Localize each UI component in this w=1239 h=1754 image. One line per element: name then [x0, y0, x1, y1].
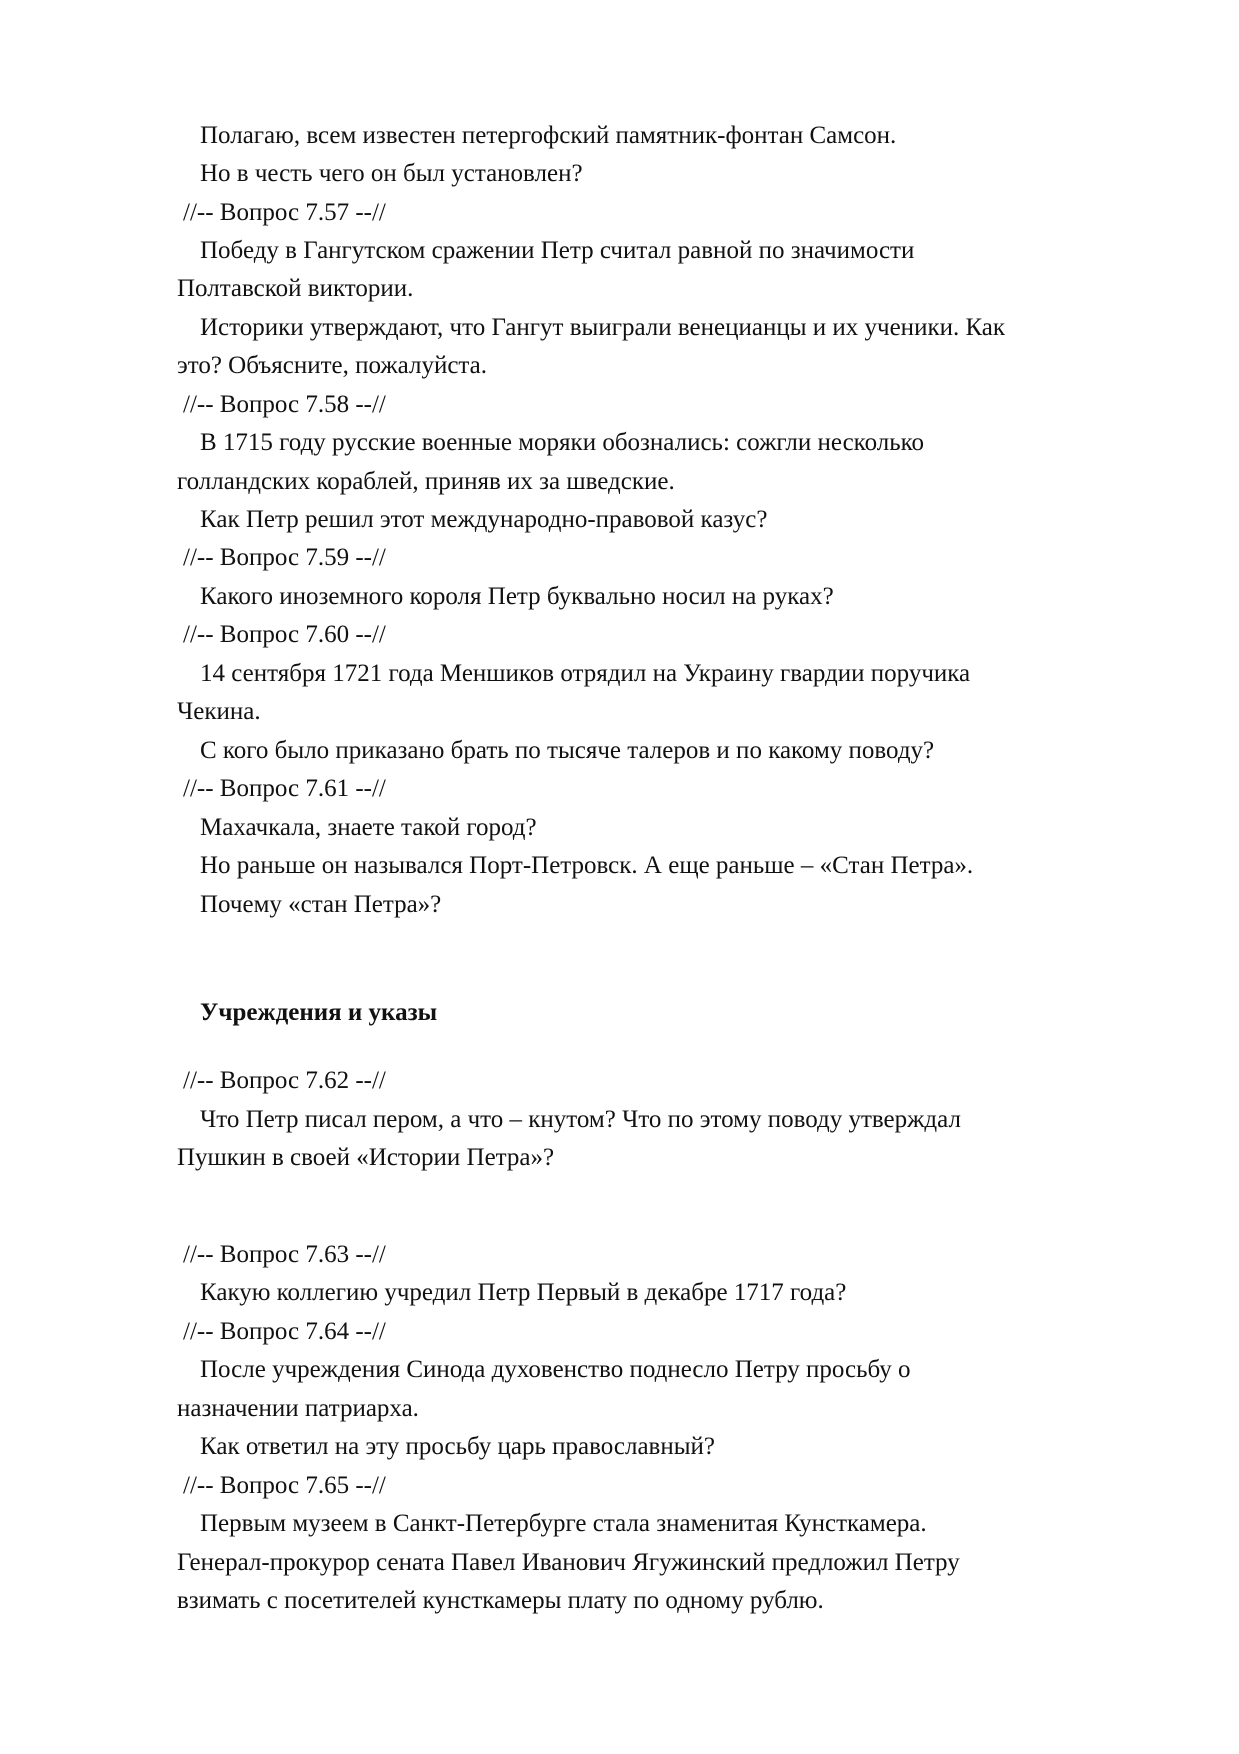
paragraph-line: голландских кораблей, приняв их за шведские. [177, 468, 675, 495]
paragraph-line: Пушкин в своей «Истории Петра»? [177, 1144, 555, 1171]
question-marker: //-- Вопрос 7.63 --// [183, 1241, 386, 1268]
paragraph-line: Генерал-прокурор сената Павел Иванович Ягужинский предложил Петру [177, 1549, 960, 1576]
paragraph-line: Историки утверждают, что Гангут выиграли венецианцы и их ученики. Как [200, 314, 1006, 341]
paragraph-line: Полтавской виктории. [177, 275, 414, 302]
paragraph-line: Как ответил на эту просьбу царь православный? [200, 1433, 716, 1460]
question-marker: //-- Вопрос 7.58 --// [183, 391, 386, 418]
paragraph-line: Но в честь чего он был установлен? [200, 160, 583, 187]
question-marker: //-- Вопрос 7.65 --// [183, 1472, 386, 1499]
section-heading: Учреждения и указы [200, 999, 438, 1026]
paragraph-line: Полагаю, всем известен петергофский памятник-фонтан Самсон. [200, 122, 897, 149]
question-marker: //-- Вопрос 7.59 --// [183, 544, 386, 571]
paragraph-line: Какую коллегию учредил Петр Первый в декабре 1717 года? [200, 1279, 847, 1306]
paragraph-line: назначении патриарха. [177, 1395, 419, 1422]
paragraph-line: Что Петр писал пером, а что – кнутом? Что по этому поводу утверждал [200, 1106, 961, 1133]
question-marker: //-- Вопрос 7.60 --// [183, 621, 386, 648]
paragraph-line: Какого иноземного короля Петр буквально носил на руках? [200, 583, 834, 610]
question-marker: //-- Вопрос 7.64 --// [183, 1318, 386, 1345]
paragraph-line: Махачкала, знаете такой город? [200, 814, 537, 841]
paragraph-line: В 1715 году русские военные моряки обознались: сожгли несколько [200, 429, 924, 456]
paragraph-line: это? Объясните, пожалуйста. [177, 352, 487, 379]
question-marker: //-- Вопрос 7.62 --// [183, 1067, 386, 1094]
paragraph-line: Но раньше он назывался Порт-Петровск. А еще раньше – «Стан Петра». [200, 852, 974, 879]
paragraph-line: Почему «стан Петра»? [200, 891, 442, 918]
question-marker: //-- Вопрос 7.61 --// [183, 775, 386, 802]
paragraph-line: Как Петр решил этот международно-правовой казус? [200, 506, 768, 533]
paragraph-line: После учреждения Синода духовенство поднесло Петру просьбу о [200, 1356, 911, 1383]
paragraph-line: 14 сентября 1721 года Меншиков отрядил на Украину гвардии поручика [200, 660, 971, 687]
question-marker: //-- Вопрос 7.57 --// [183, 199, 386, 226]
paragraph-line: Первым музеем в Санкт-Петербурге стала знаменитая Кунсткамера. [200, 1510, 927, 1537]
paragraph-line: Победу в Гангутском сражении Петр считал равной по значимости [200, 237, 915, 264]
paragraph-line: С кого было приказано брать по тысяче талеров и по какому поводу? [200, 737, 935, 764]
paragraph-line: Чекина. [177, 698, 261, 725]
paragraph-line: взимать с посетителей кунсткамеры плату по одному рублю. [177, 1587, 824, 1614]
